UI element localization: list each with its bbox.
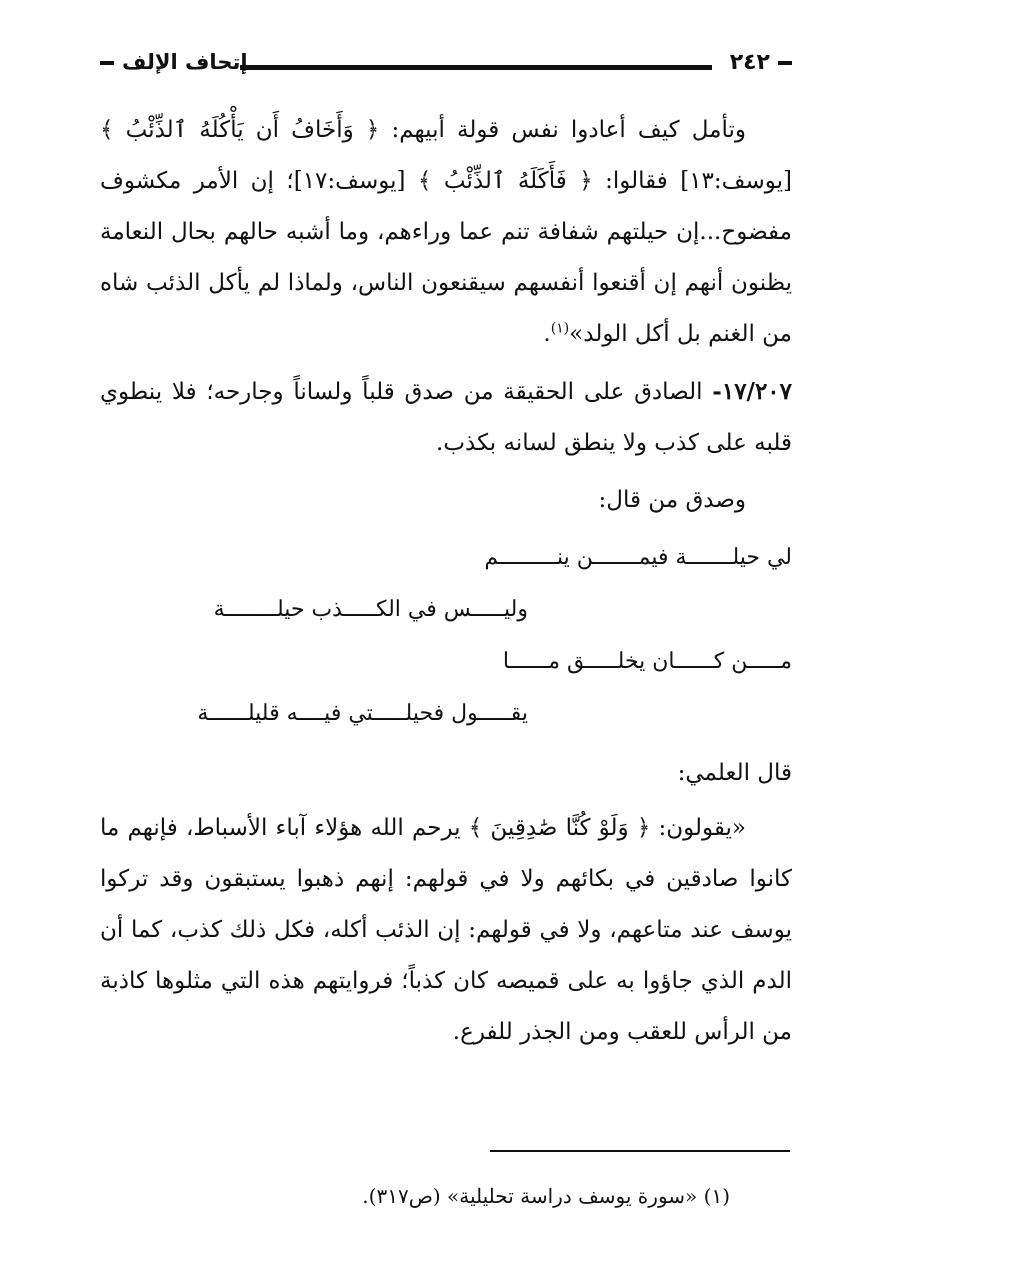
paragraph-text: وتأمل كيف أعادوا نفس قولة أبيهم: ﴿ وَأَخَافُ أَن يَأْكُلَهُ ٱلذِّئْبُ ﴾ [يوسف:١٣] فقالوا: ﴿ فَأَكَلَهُ ٱلذِّئْبُ ﴾ [يوسف:١٧]؛ إن الأمر مكشوف مفضوح...إن حيلتهم شفافة تنم عما وراءهم، وما أشبه حالهم بحال النعامة يظنون أنهم إن أقنعوا أنفسهم سيقنعون الناس، ولماذا لم يأكل الذئب شاه من الغنم بل أكل الولد» — [100, 117, 793, 347]
poem-line: مـــــن كــــــان يخلـــــق مــــــا — [502, 649, 792, 674]
paragraph-end: . — [543, 321, 551, 347]
page-number: ٢٤٢ — [730, 50, 792, 75]
paragraph-text: «يقولون: ﴿ وَلَوْ كُنَّا صَٰدِقِينَ ﴾ يرحم الله هؤلاء آباء الأسباط، فإنهم ما كانوا صادقين في بكائهم ولا في قولهم: إنهم ذهبوا يستبقون وقد تركوا يوسف عند متاعهم، ولا في قولهم: إن الذئب أكله، فكل ذلك كذب، كما أن الدم الذي جاؤوا به على قميصه كان كذباً؛ فروايتهم هذه التي مثلوها كاذبة من الرأس للعقب ومن الجذر للفرع. — [100, 815, 792, 1045]
section-label — [100, 748, 792, 799]
poem-line: يقـــــول فحيلـــــتي فيــــه قليلــــــة — [197, 701, 528, 726]
footnote-reference: (١) — [550, 320, 570, 337]
footnote — [100, 1180, 792, 1212]
poem — [100, 532, 792, 740]
paragraph-poem-intro — [100, 475, 792, 526]
main-text — [100, 105, 792, 1064]
entry-number: ١٧/٢٠٧- — [712, 378, 793, 405]
poem-line: وليـــــس في الكـــــذب حيلــــــــة — [213, 597, 528, 622]
book-title: إتحاف الإلف — [100, 50, 248, 74]
paragraph-truthful — [100, 366, 792, 469]
header-rule — [240, 65, 712, 70]
paragraph-alalami-quote — [100, 803, 792, 1058]
page-header — [100, 48, 792, 88]
footnote-separator — [490, 1150, 790, 1152]
paragraph-text: الصادق على الحقيقة من صدق قلباً ولساناً وجارحه؛ فلا ينطوي قلبه على كذب ولا ينطق لسانه بكذب. — [100, 379, 792, 456]
section-label-text: قال العلمي: — [677, 760, 792, 786]
paragraph-wolf-commentary — [100, 105, 792, 360]
footnote-text: (١) «سورة يوسف دراسة تحليلية» (ص٣١٧). — [362, 1184, 730, 1208]
paragraph-text: وصدق من قال: — [598, 487, 746, 513]
poem-line: لي حيلـــــــة فيمـــــــن ينـــــــــم — [484, 545, 792, 570]
